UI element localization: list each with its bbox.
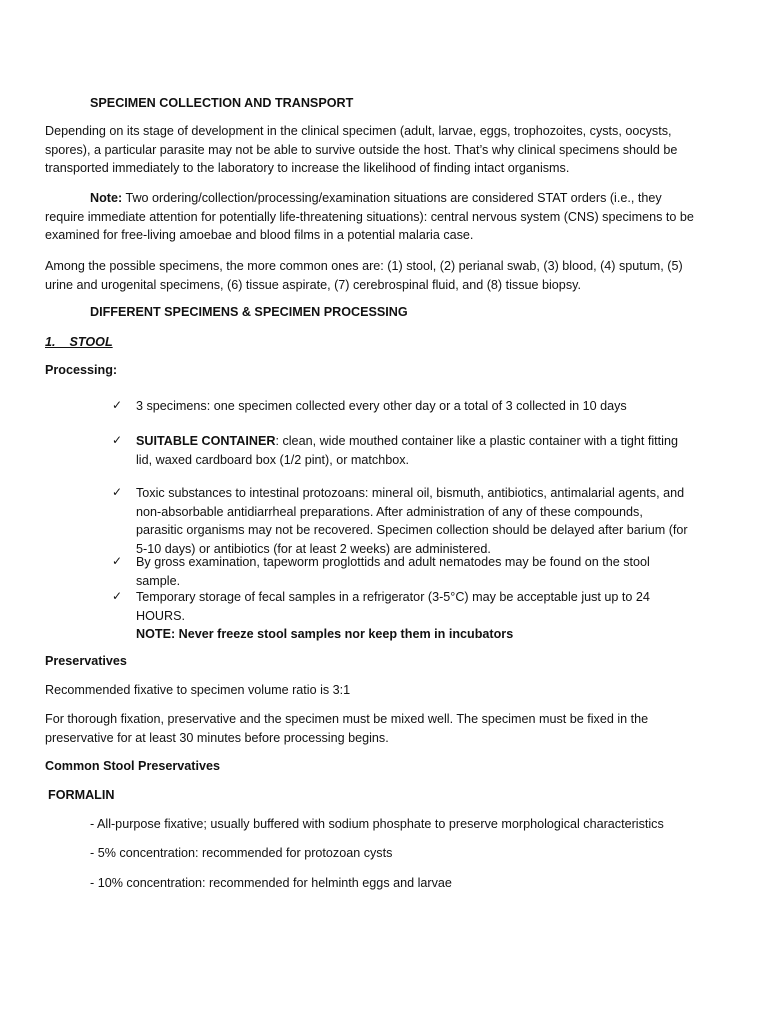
ratio-paragraph: Recommended fixative to specimen volume ratio is 3:1: [45, 683, 351, 697]
note-label: Note:: [90, 191, 123, 205]
bullet-item: Toxic substances to intestinal protozoans: mineral oil, bismuth, antibiotics, antimalarial agents, and non-absorbable antidiarrheal preparations. After administration of any of these compounds, parasitic organisms may not be recovered. Specimen collection should be delayed after barium (for 5-10 days) or antibiotics (for at least 2 weeks) are administered.: [136, 486, 688, 556]
storage-text: Temporary storage of fecal samples in a refrigerator (3-5°C) may be acceptable just up to 24 HOURS.: [136, 590, 650, 623]
bullet-item: 3 specimens: one specimen collected every other day or a total of 3 collected in 10 days: [136, 399, 627, 413]
processing-label: Processing:: [45, 363, 118, 377]
suitable-container-text: : clean, wide mouthed container like a plastic container with a tight fitting lid, waxed cardboard box (1/2 pint), or matchbox.: [136, 434, 678, 467]
bullet-item: [136, 432, 688, 469]
note-text: Two ordering/collection/processing/examination situations are considered STAT orders (i.e., they require immediate attention for potentially life-threatening situations): central nervous system (CNS) specimens to be examined for free-living amoebae and blood films in a potential malaria case.: [45, 191, 694, 242]
preservatives-heading: Preservatives: [45, 654, 127, 668]
bullet-item: [136, 588, 688, 644]
checkmark-icon: ✓: [112, 589, 123, 603]
section-heading: DIFFERENT SPECIMENS & SPECIMEN PROCESSING: [90, 305, 408, 319]
stool-heading: 1. STOOL: [45, 335, 113, 349]
bullet-item: By gross examination, tapeworm proglottids and adult nematodes may be found on the stool sample.: [136, 555, 650, 588]
fixation-paragraph: For thorough fixation, preservative and the specimen must be mixed well. The specimen must be fixed in the preservative for at least 30 minutes before processing begins.: [45, 712, 649, 745]
formalin-heading: FORMALIN: [48, 788, 115, 802]
formalin-item: - 10% concentration: recommended for helminth eggs and larvae: [90, 876, 452, 890]
checkmark-icon: ✓: [112, 485, 123, 499]
common-preservatives-heading: Common Stool Preservatives: [45, 759, 220, 773]
note-paragraph: [45, 189, 695, 245]
suitable-container-label: SUITABLE CONTAINER: [136, 434, 276, 448]
storage-note: NOTE: Never freeze stool samples nor keep them in incubators: [136, 627, 514, 641]
formalin-item: - 5% concentration: recommended for protozoan cysts: [90, 846, 393, 860]
intro-paragraph: Depending on its stage of development in the clinical specimen (adult, larvae, eggs, trophozoites, cysts, oocysts, spores), a particular parasite may not be able to survive outside the host. That’s why clinical specimens should be transported immediately to the laboratory to increase the likelihood of finding intact organisms.: [45, 124, 678, 175]
checkmark-icon: ✓: [112, 554, 123, 568]
formalin-item: - All-purpose fixative; usually buffered with sodium phosphate to preserve morphological characteristics: [90, 817, 664, 831]
page-title: SPECIMEN COLLECTION AND TRANSPORT: [90, 96, 354, 110]
common-specimens-paragraph: Among the possible specimens, the more common ones are: (1) stool, (2) perianal swab, (3) blood, (4) sputum, (5) urine and urogenital specimens, (6) tissue aspirate, (7) cerebrospinal fluid, and (8) tissue biopsy.: [45, 259, 683, 292]
checkmark-icon: ✓: [112, 433, 123, 447]
checkmark-icon: ✓: [112, 398, 123, 412]
